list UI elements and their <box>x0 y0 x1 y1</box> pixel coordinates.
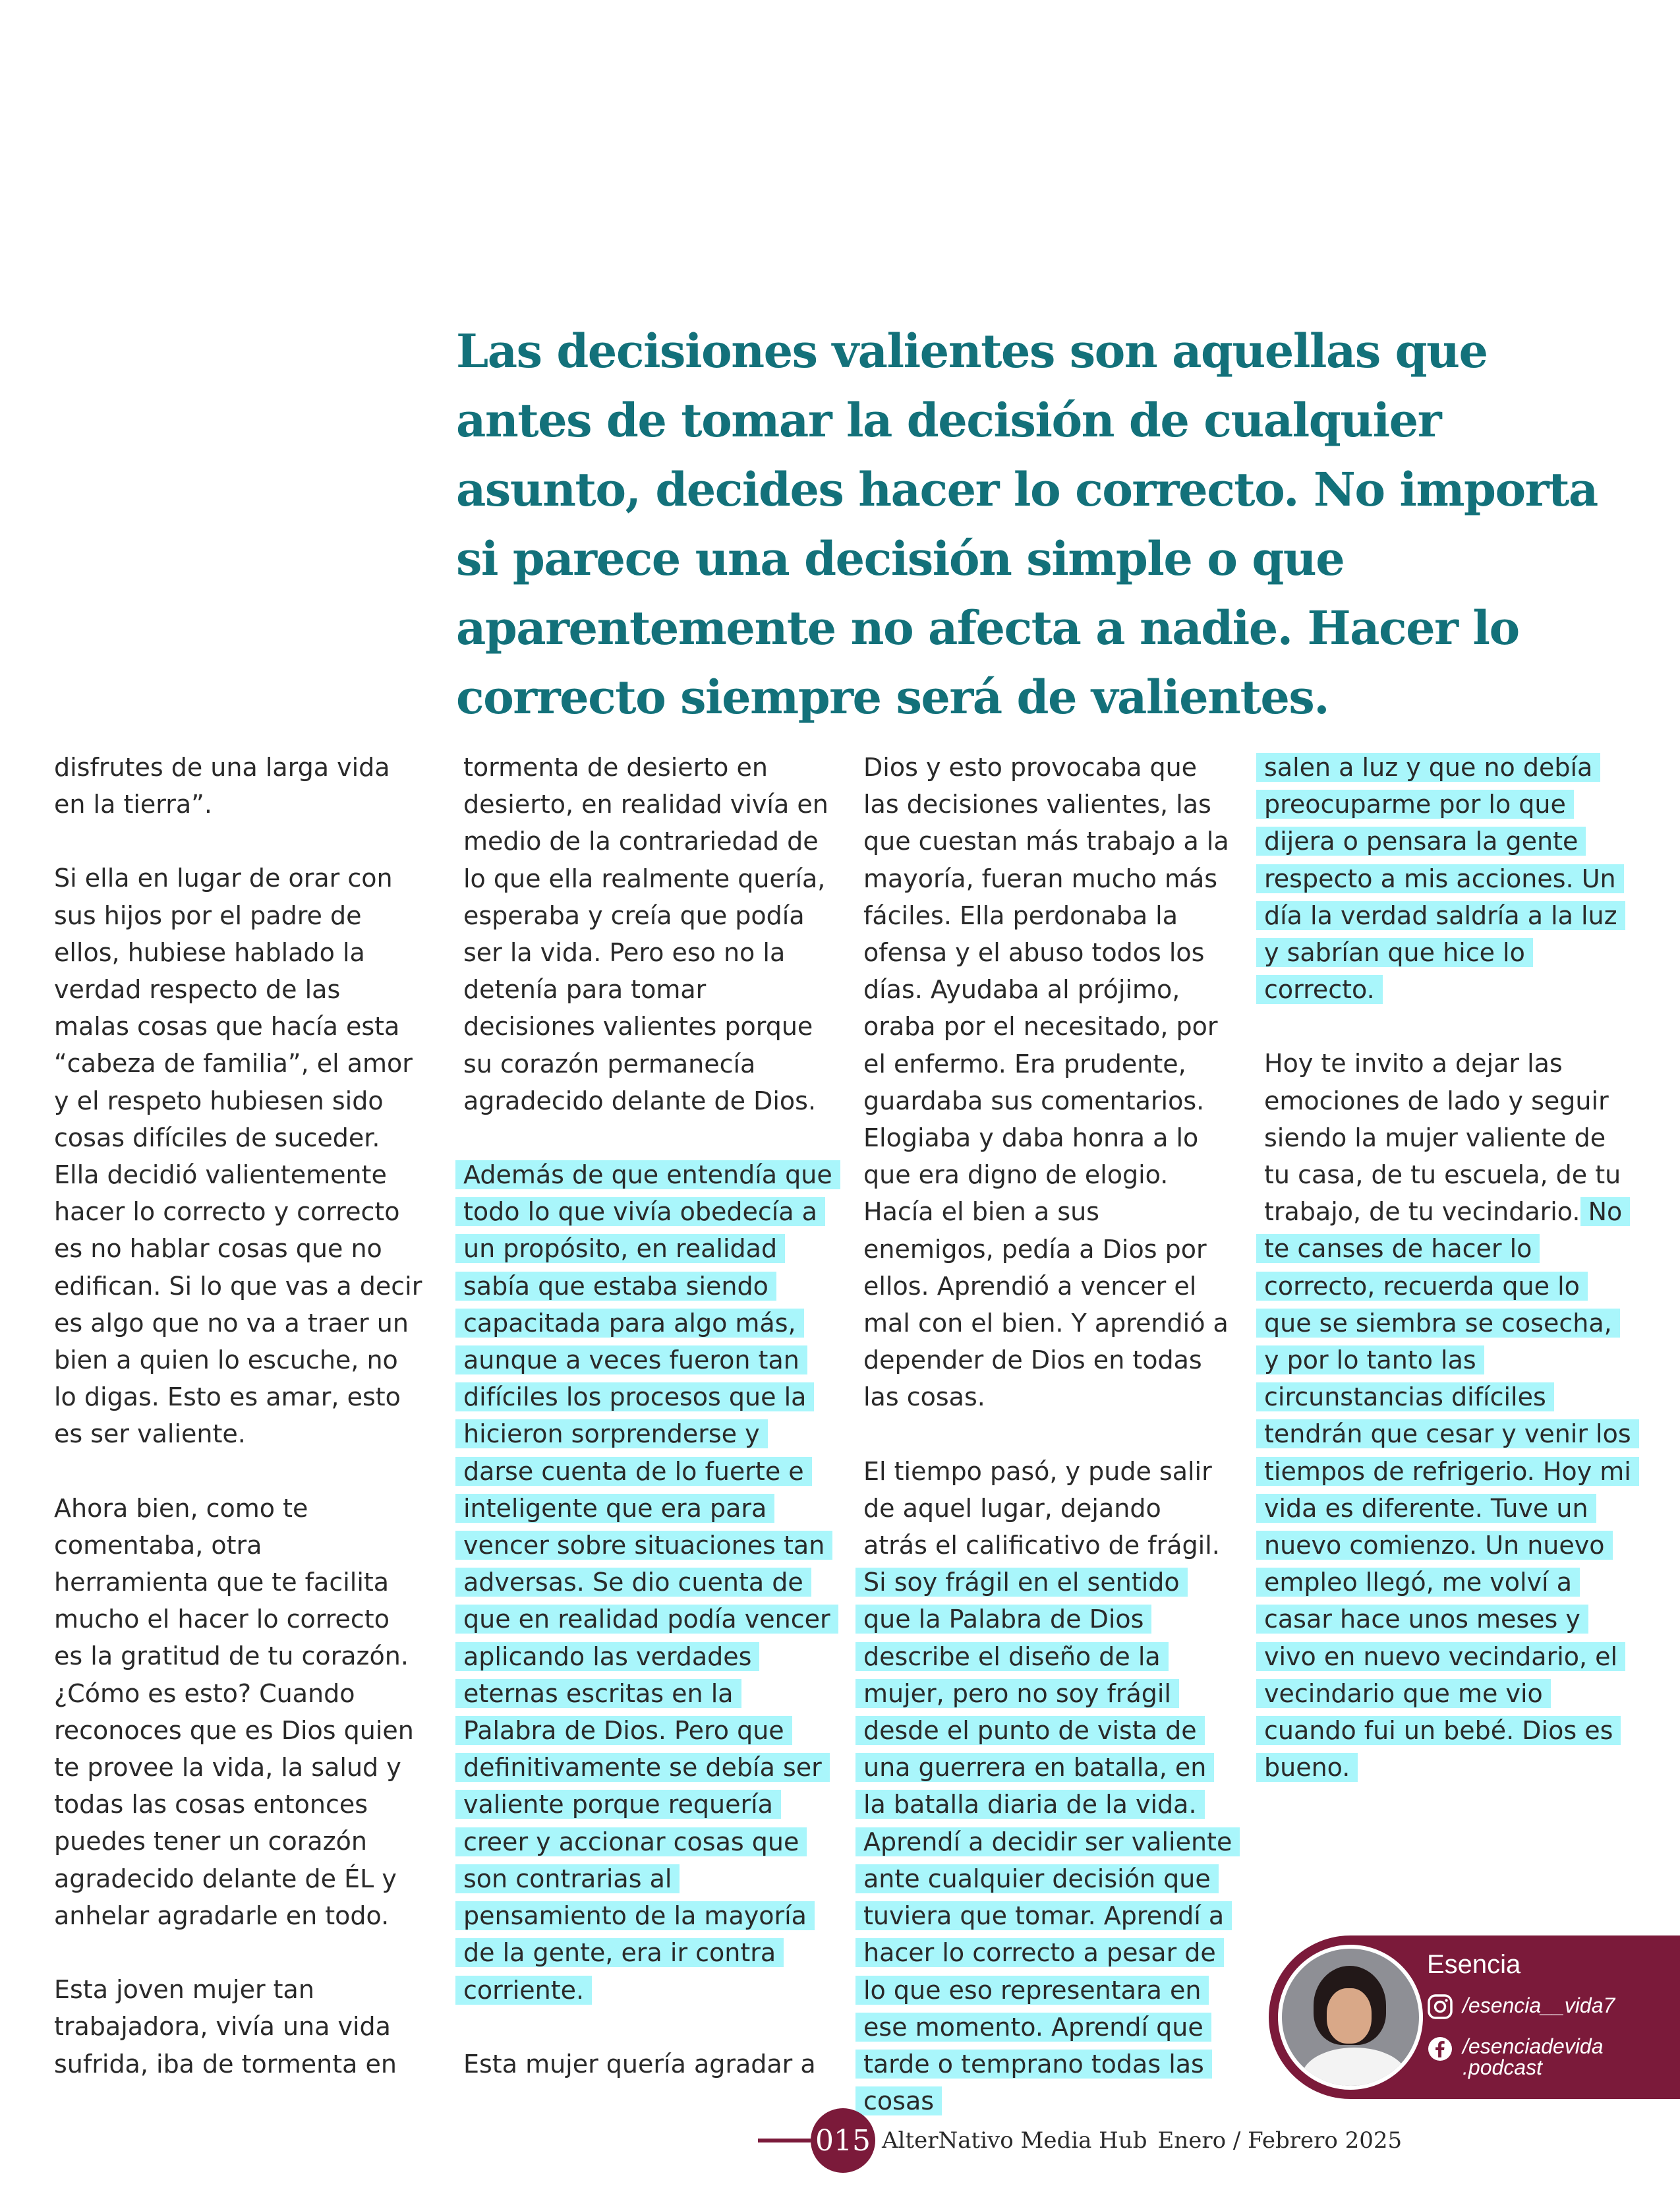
avatar-face <box>1327 1988 1372 2044</box>
paragraph: Dios y esto provocaba que las decisiones valientes, las que cuestan más trabajo a la mayoría, fueran mucho más fáciles. Ella perdonaba la ofensa y el abuso todos los días. Ayudaba al prójimo, oraba por el necesitado, por el enfermo. Era prudente, guardaba sus comentarios. Elogiaba y daba honra a lo que era digno de elogio. Hacía el bien a sus enemigos, pedía a Dios por ellos. Aprendió a vencer el mal con el bien. Y aprendió a depender de Dios en todas las cosas. <box>863 753 1229 1412</box>
facebook-handle[interactable] <box>1427 2036 1603 2078</box>
author-card <box>1269 1935 1680 2099</box>
pull-quote: Las decisiones valientes son aquellas que antes de tomar la decisión de cualquier asunto, decides hacer lo correcto. No importa si parece una decisión simple o que aparentemente no afecta a nadie. Hacer lo correcto siempre será de valientes. <box>456 324 1598 724</box>
paragraph <box>863 1453 1232 2120</box>
highlighted-paragraph <box>1264 749 1633 1008</box>
paragraph: Ella decidió valientemente hacer lo correcto y correcto es no hablar cosas que no edifican. Si lo que vas a decir es algo que no va a traer un bien a quien lo escuche, no lo digas. Esto es amar, esto es ser valiente. <box>54 1160 422 1449</box>
author-avatar <box>1278 1945 1423 2090</box>
facebook-icon <box>1427 2036 1453 2062</box>
highlighted-paragraph <box>463 1156 832 2009</box>
article-column-1 <box>54 749 423 2119</box>
highlight-span: Además de que entendía que todo lo que vivía obedecía a un propósito, en realidad sabía que estaba siendo capacitada para algo más, aunque a veces fueron tan difíciles los procesos que la hicieron sorprenderse y darse cuenta de lo fuerte e inteligente que era para vencer sobre situaciones tan adversas. Se dio cuenta de que en realidad podía vencer aplicando las verdades eternas escritas en la Palabra de Dios. Pero que definitivamente se debía ser valiente porque requería creer y accionar cosas que son contrarias al pensamiento de la mayoría de la gente, era ir contra corriente. <box>455 1160 840 2004</box>
instagram-icon <box>1427 1994 1453 2020</box>
footer-rule <box>758 2139 811 2142</box>
facebook-handle-line1: /esenciadevida <box>1463 2034 1604 2058</box>
article-column-4 <box>1264 749 1633 1823</box>
highlight-span: salen a luz y que no debía preocuparme por lo que dijera o pensara la gente respecto a mis acciones. Un día la verdad saldría a la luz y sabrían que hice lo correcto. <box>1256 753 1625 1004</box>
plain-span: El tiempo pasó, y pude salir de aquel lugar, dejando atrás el calificativo de frágil. <box>863 1456 1220 1560</box>
plain-span: Hoy te invito a dejar las emociones de lado y seguir siendo la mujer valiente de tu casa, de tu escuela, de tu trabajo, de tu vecindario. <box>1264 1049 1621 1227</box>
paragraph: Esta joven mujer tan trabajadora, vivía una vida sufrida, iba de tormenta en <box>54 1975 397 2079</box>
paragraph: Si ella en lugar de orar con sus hijos por el padre de ellos, hubiese hablado la verdad respecto de las malas cosas que hacía esta “cabeza de familia”, el amor y el respeto hubiesen sido cosas difíciles de suceder. <box>54 864 413 1152</box>
article-column-2 <box>463 749 832 2119</box>
facebook-handle-text <box>1463 2036 1603 2078</box>
issue-date: Enero / Febrero 2025 <box>1157 2127 1403 2154</box>
facebook-handle-line2: .podcast <box>1463 2055 1542 2079</box>
instagram-handle[interactable] <box>1427 1994 1615 2020</box>
article-column-3 <box>863 749 1232 2156</box>
paragraph: tormenta de desierto en desierto, en realidad vivía en medio de la contrariedad de lo que ella realmente quería, esperaba y creía que podía ser la vida. Pero eso no la detenía para tomar decisiones valientes porque su corazón permanecía agradecido delante de Dios. <box>463 753 828 1115</box>
avatar-shirt <box>1302 2048 1407 2090</box>
highlight-span: Si soy frágil en el sentido que la Palabra de Dios describe el diseño de la mujer, pero no soy frágil desde el punto de vista de una guerrera en batalla, en la batalla diaria de la vida. Aprendí a decidir ser valiente ante cualquier decisión que tuviera que tomar. Aprendí a hacer lo correcto a pesar de lo que eso representara en ese momento. Aprendí que tarde o temprano todas las cosas <box>855 1568 1240 2115</box>
paragraph: Ahora bien, como te comentaba, otra herramienta que te facilita mucho el hacer lo correcto es la gratitud de tu corazón. ¿Cómo es esto? Cuando reconoces que es Dios quien te provee la vida, la salud y todas las cosas entonces puedes tener un corazón agradecido delante de ÉL y anhelar agradarle en todo. <box>54 1493 414 1930</box>
page-footer <box>758 2117 1402 2164</box>
paragraph: Esta mujer quería agradar a <box>463 2049 816 2079</box>
paragraph <box>1264 1045 1633 1786</box>
publication-name: AlterNativo Media Hub <box>882 2127 1147 2154</box>
paragraph: disfrutes de una larga vida en la tierra”. <box>54 753 390 819</box>
author-name: Esencia <box>1427 1950 1521 1979</box>
highlight-span: No te canses de hacer lo correcto, recuerda que lo que se siembra se cosecha, y por lo tanto las circunstancias difíciles tendrán que cesar y venir los tiempos de refrigerio. Hoy mi vida es diferente. Tuve un nuevo comienzo. Un nuevo empleo llegó, me volví a casar hace unos meses y vivo en nuevo vecindario, el vecindario que me vio cuando fui un bebé. Dios es bueno. <box>1256 1197 1639 1782</box>
page-number: 015 <box>811 2108 875 2173</box>
instagram-handle-text: /esencia__vida7 <box>1463 1994 1615 2017</box>
